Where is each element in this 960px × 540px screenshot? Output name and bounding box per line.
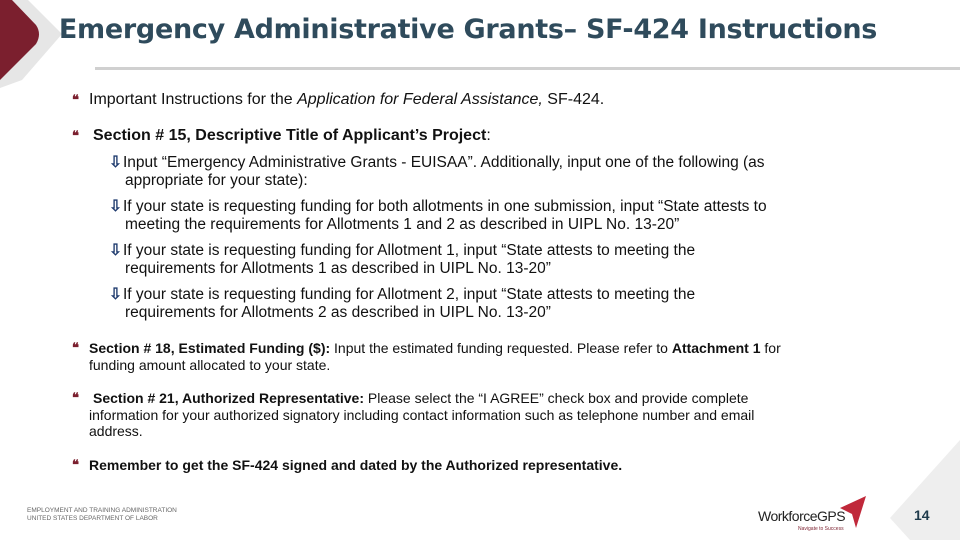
- bullet-1: Important Instructions for the Application for Federal Assistance, SF-424.: [89, 91, 605, 108]
- sub-item: ⇩Input “Emergency Administrative Grants - EUISAA”. Additionally, input one of the following (as appropriate for your state):: [109, 154, 765, 189]
- arrow-down-icon: ⇩: [109, 154, 122, 171]
- bullet-2: Section # 15, Descriptive Title of Applicant’s Project:: [93, 127, 491, 144]
- workforcegps-logo: WorkforceGPS: [758, 508, 846, 524]
- sub-item: ⇩If your state is requesting funding for Allotment 2, input “State attests to meeting the requirements for Allotments 2 as described in UIPL No. 13-20”: [109, 286, 696, 321]
- bullet-5: Remember to get the SF-424 signed and dated by the Authorized representative.: [89, 457, 623, 473]
- sub-item: ⇩If your state is requesting funding for both allotments in one submission, input “State attests to meeting the requirements for Allotments 1 and 2 as described in UIPL No. 13-20”: [109, 198, 767, 233]
- arrow-down-icon: ⇩: [109, 198, 122, 215]
- bullet-icon: ❝: [72, 390, 79, 405]
- bullet-4: Section # 21, Authorized Representative: Please select the “I AGREE” check box and provide complete information for your authorized signatory including contact information such as telephone number and email address.: [89, 390, 755, 439]
- bullet-icon: ❝: [72, 128, 79, 143]
- page-number: 14: [914, 507, 930, 523]
- bullet-3: Section # 18, Estimated Funding ($): Input the estimated funding requested. Please refer to Attachment 1 for funding amount allocated to your state.: [89, 340, 781, 373]
- arrow-down-icon: ⇩: [109, 242, 122, 259]
- bullet-icon: ❝: [72, 457, 79, 472]
- corner-decoration-bottom: [890, 440, 960, 540]
- page-title: Emergency Administrative Grants– SF-424 Instructions: [58, 14, 878, 45]
- arrow-down-icon: ⇩: [109, 286, 122, 303]
- bullet-icon: ❝: [72, 92, 79, 107]
- bullet-icon: ❝: [72, 340, 79, 355]
- tagline: Navigate to Success: [798, 526, 844, 532]
- divider: [95, 67, 960, 70]
- sub-item: ⇩If your state is requesting funding for Allotment 1, input “State attests to meeting the requirements for Allotments 1 as described in UIPL No. 13-20”: [109, 242, 696, 277]
- dol-logo: EMPLOYMENT AND TRAINING ADMINISTRATION UNITED STATES DEPARTMENT OF LABOR: [27, 507, 177, 522]
